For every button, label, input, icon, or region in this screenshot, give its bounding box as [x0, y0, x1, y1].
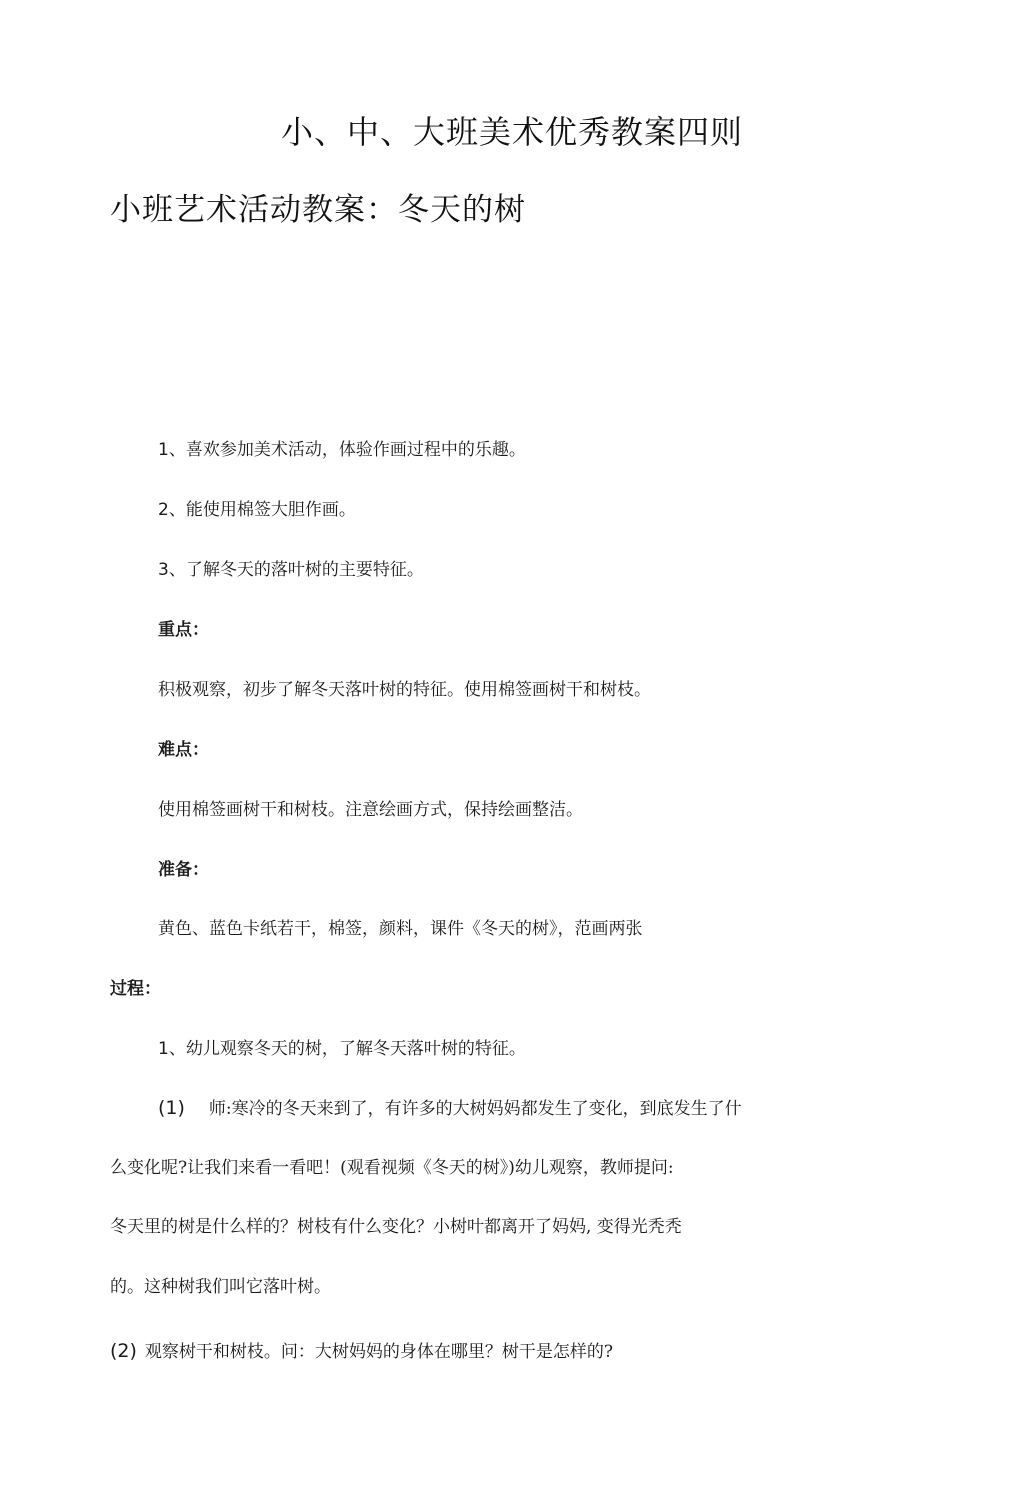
process-sub-1-line-3: 冬天里的树是什么样的？树枝有什么变化？小树叶都离开了妈妈, 变得光秃秃: [110, 1217, 682, 1237]
sub-step-number: (1): [158, 1097, 185, 1119]
process-sub-1-line-4: 的。这种树我们叫它落叶树。: [110, 1277, 331, 1297]
goal-number: 1: [158, 440, 169, 460]
sub-step-number: (2): [110, 1340, 137, 1362]
goal-item-3: [158, 557, 424, 583]
goal-text: 、能使用棉签大胆作画。: [168, 500, 356, 520]
goal-item-1: [158, 437, 526, 463]
step-text: 、幼儿观察冬天的树，了解冬天落叶树的特征。: [168, 1039, 526, 1059]
goal-text: 、了解冬天的落叶树的主要特征。: [168, 560, 424, 580]
difficulty-text: 使用棉签画树干和树枝。注意绘画方式，保持绘画整洁。: [158, 800, 583, 820]
sub-step-text: 师:寒冷的冬天来到了，有许多的大树妈妈都发生了变化，到底发生了什: [208, 1099, 742, 1119]
goal-item-2: [158, 497, 356, 523]
process-label: 过程：: [110, 979, 161, 999]
preparation-text: 黄色、蓝色卡纸若干，棉签，颜料，课件《冬天的树》，范画两张: [158, 919, 643, 939]
sub-step-text: 观察树干和树枝。问：大树妈妈的身体在哪里？树干是怎样的?: [144, 1342, 614, 1362]
step-number: 1: [158, 1039, 169, 1059]
process-sub-1-line-2: 么变化呢?让我们来看一看吧！(观看视频《冬天的树》)幼儿观察，教师提问:: [110, 1158, 674, 1178]
goal-number: 2: [158, 500, 169, 520]
goal-text: 、喜欢参加美术活动，体验作画过程中的乐趣。: [168, 440, 526, 460]
process-sub-2: [110, 1338, 613, 1365]
process-sub-1-line-1: [158, 1095, 742, 1122]
key-point-text: 积极观察，初步了解冬天落叶树的特征。使用棉签画树干和树枝。: [158, 680, 651, 700]
process-step-1: [158, 1036, 526, 1062]
preparation-label: 准备：: [158, 860, 209, 880]
goal-number: 3: [158, 560, 169, 580]
section-title: 小班艺术活动教案：冬天的树: [110, 192, 526, 228]
key-point-label: 重点：: [158, 620, 209, 640]
difficulty-label: 难点：: [158, 740, 209, 760]
document-title: 小、中、大班美术优秀教案四则: [280, 113, 743, 151]
